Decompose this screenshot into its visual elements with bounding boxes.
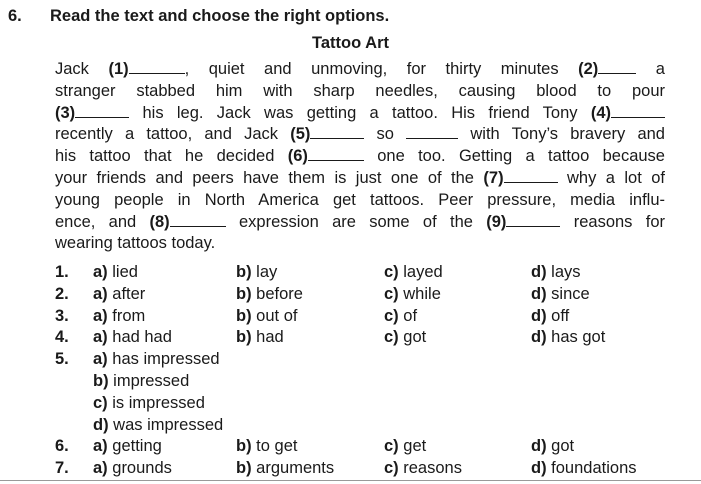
gap-number: (2) <box>578 60 599 78</box>
passage-line: his tattoo that he decided (6) one too. Getting a tattoo because <box>55 147 665 166</box>
answer-options <box>0 262 701 480</box>
gap-number: (4) <box>590 103 611 122</box>
question-row <box>0 436 701 458</box>
option[interactable]: b) out of <box>236 306 298 325</box>
option[interactable]: a) from <box>93 306 146 325</box>
blank <box>170 212 226 227</box>
option[interactable]: c) while <box>384 284 441 303</box>
passage <box>55 59 665 255</box>
option[interactable]: b) before <box>236 284 303 303</box>
gap-number: (3) <box>55 103 76 122</box>
gap-number: (8) <box>149 212 170 231</box>
option[interactable]: b) had <box>236 328 284 347</box>
question-number: 2. <box>55 284 69 303</box>
option[interactable]: d) lays <box>531 263 581 281</box>
question-row-continued <box>0 415 701 437</box>
passage-line: wearing tattoos today. <box>55 234 216 253</box>
passage-line: young people in North America get tattoos. Peer pressure, media influ- <box>55 190 665 209</box>
option[interactable]: c) got <box>384 328 427 347</box>
option[interactable]: b) to get <box>236 437 298 456</box>
question-row <box>0 349 701 371</box>
passage-line: Jack (1) , quiet and unmoving, for thirty minutes (2) a <box>55 60 665 78</box>
option[interactable]: c) layed <box>384 263 443 281</box>
question-number: 5. <box>55 350 69 369</box>
passage-line: recently a tattoo, and Jack (5) so with Tony’s bravery and <box>55 125 665 144</box>
question-number: 3. <box>55 306 69 325</box>
gap-number: (6) <box>287 147 308 166</box>
gap-number: (9) <box>486 212 507 231</box>
option[interactable]: b) impressed <box>93 371 190 390</box>
question-row <box>0 458 701 480</box>
option[interactable]: c) of <box>384 306 418 325</box>
blank <box>504 168 558 183</box>
option[interactable]: d) got <box>531 437 575 456</box>
question-number: 6. <box>55 437 69 456</box>
blank <box>75 103 129 118</box>
blank <box>308 146 364 161</box>
option[interactable]: a) getting <box>93 437 162 456</box>
question-row-continued <box>0 371 701 393</box>
option[interactable]: a) had had <box>93 328 172 347</box>
gap-number: (5) <box>290 125 311 144</box>
exercise-number: 6. <box>8 7 22 25</box>
gap-number: (7) <box>483 168 504 187</box>
option[interactable]: a) has impressed <box>93 350 220 369</box>
passage-line: (3) his leg. Jack was getting a tattoo. His friend Tony (4) <box>55 103 665 125</box>
question-number: 1. <box>55 263 69 281</box>
option[interactable]: d) was impressed <box>93 415 224 434</box>
question-row <box>0 262 701 284</box>
passage-line: ence, and (8) expression are some of the (9) reasons for <box>55 212 665 231</box>
question-number: 7. <box>55 459 69 478</box>
gap-number: (1) <box>108 60 129 78</box>
option[interactable]: a) grounds <box>93 459 172 478</box>
option[interactable]: c) reasons <box>384 459 462 478</box>
blank <box>129 59 185 74</box>
question-row-continued <box>0 393 701 415</box>
option[interactable]: b) lay <box>236 263 278 281</box>
option[interactable]: a) after <box>93 284 146 303</box>
option[interactable]: d) foundations <box>531 459 637 478</box>
option[interactable]: b) arguments <box>236 459 335 478</box>
blank <box>611 103 665 118</box>
page-bottom-rule <box>0 480 701 481</box>
passage-line: your friends and peers have them is just one of the (7) why a lot of <box>55 168 665 187</box>
question-row <box>0 327 701 349</box>
text-title: Tattoo Art <box>312 34 389 52</box>
blank <box>406 124 458 139</box>
passage-line: stranger stabbed him with sharp needles, causing blood to pour <box>55 81 665 100</box>
blank <box>598 59 636 74</box>
option[interactable]: c) get <box>384 437 427 456</box>
blank <box>506 212 560 227</box>
question-row <box>0 284 701 306</box>
option[interactable]: d) has got <box>531 328 606 347</box>
option[interactable]: a) lied <box>93 263 138 281</box>
exercise-heading <box>8 7 389 26</box>
question-row <box>0 306 701 328</box>
option[interactable]: c) is impressed <box>93 393 205 412</box>
blank <box>310 124 364 139</box>
option[interactable]: d) off <box>531 306 570 325</box>
option[interactable]: d) since <box>531 284 590 303</box>
exercise-instruction: Read the text and choose the right options. <box>50 7 390 25</box>
question-number: 4. <box>55 328 69 347</box>
